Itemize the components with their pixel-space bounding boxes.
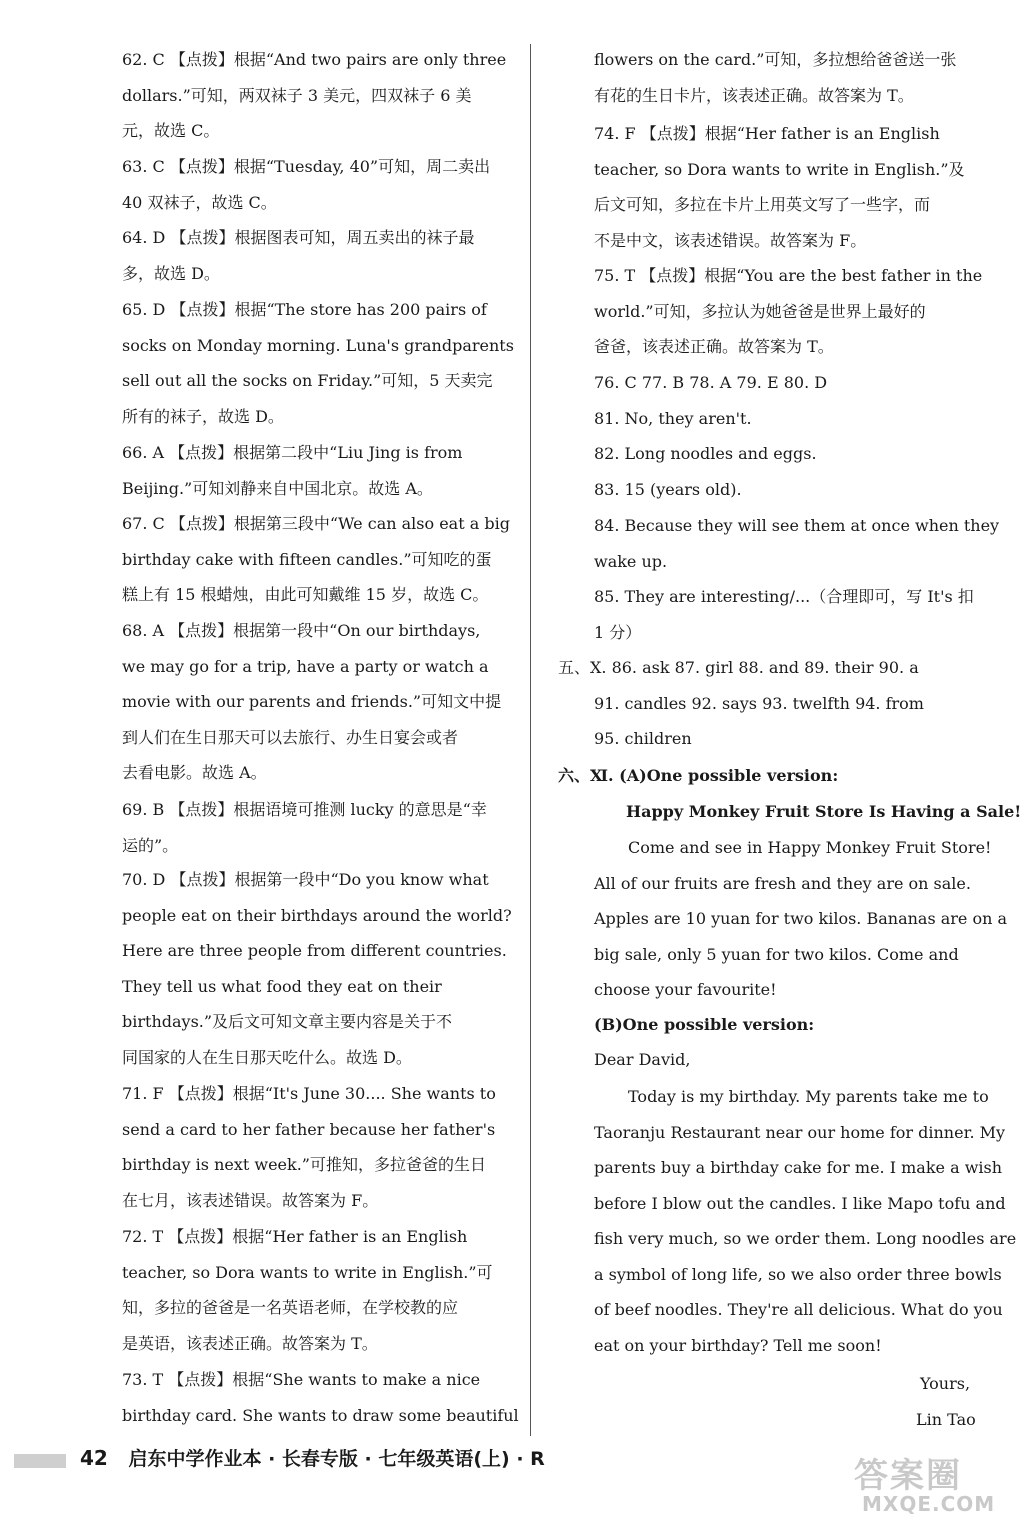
answer-line: 63. C 【点拨】根据“Tuesday, 40”可知，周二卖出	[122, 157, 491, 176]
answer-line: 65. D 【点拨】根据“The store has 200 pairs of	[122, 300, 487, 319]
answer-line: 是英语，该表述正确。故答案为 T。	[122, 1333, 378, 1353]
watermark-url: MXQE.COM	[862, 1492, 996, 1516]
answer-line: fish very much, so we order them. Long noodles are	[594, 1229, 1017, 1248]
answer-line: 68. A 【点拨】根据第一段中“On our birthdays,	[122, 621, 481, 640]
answer-line: big sale, only 5 yuan for two kilos. Come and	[594, 944, 959, 964]
page-number: 42	[80, 1446, 108, 1470]
answer-line: Beijing.”可知刘静来自中国北京。故选 A。	[122, 478, 433, 498]
answer-line: 有花的生日卡片，该表述正确。故答案为 T。	[594, 85, 914, 105]
answer-line: 40 双袜子，故选 C。	[122, 192, 277, 212]
answer-line: before I blow out the candles. I like Mapo tofu and	[594, 1193, 1006, 1213]
answer-line: 1 分）	[594, 622, 642, 642]
answer-line: eat on your birthday? Tell me soon!	[594, 1335, 882, 1355]
watermark-logo	[848, 1448, 998, 1520]
answer-line: 67. C 【点拨】根据第三段中“We can also eat a big	[122, 514, 510, 533]
answer-line: 到人们在生日那天可以去旅行、办生日宴会或者	[122, 727, 459, 747]
answer-line: choose your favourite!	[594, 980, 777, 999]
answer-line: people eat on their birthdays around the world?	[122, 905, 512, 925]
answer-line: 多，故选 D。	[122, 263, 220, 283]
answer-line: send a card to her father because her father's	[122, 1119, 496, 1139]
answer-line: 85. They are interesting/...（合理即可，写 It's 扣	[594, 587, 974, 606]
answer-line: 66. A 【点拨】根据第二段中“Liu Jing is from	[122, 443, 463, 462]
answer-line: Taoranju Restaurant near our home for dinner. My	[594, 1122, 1006, 1142]
answer-line: parents buy a birthday cake for me. I make a wish	[594, 1158, 1003, 1177]
answer-line: birthday is next week.”可推知，多拉爸爸的生日	[122, 1155, 486, 1174]
answer-line: 62. C 【点拨】根据“And two pairs are only three	[122, 50, 507, 69]
answer-line: Dear David,	[594, 1050, 691, 1069]
column-divider	[530, 44, 531, 1436]
answer-line: sell out all the socks on Friday.”可知，5 天卖完	[122, 371, 493, 390]
answer-line: world.”可知，多拉认为她爸爸是世界上最好的	[594, 301, 926, 321]
answer-line: Come and see in Happy Monkey Fruit Store!	[628, 838, 992, 857]
answer-line: 73. T 【点拨】根据“She wants to make a nice	[122, 1370, 481, 1389]
answer-line: 72. T 【点拨】根据“Her father is an English	[122, 1227, 468, 1246]
watermark-text: 答案圈	[854, 1456, 962, 1496]
answer-line: wake up.	[594, 551, 668, 571]
answer-line: flowers on the card.”可知，多拉想给爸爸送一张	[594, 50, 957, 69]
footer-gray-bar	[14, 1454, 66, 1468]
answer-line: 后文可知，多拉在卡片上用英文写了一些字，而	[594, 195, 931, 214]
answer-line: birthday cake with fifteen candles.”可知吃的蛋	[122, 549, 492, 569]
answer-line: we may go for a trip, have a party or watch a	[122, 656, 489, 676]
answer-line: 64. D 【点拨】根据图表可知，周五卖出的袜子最	[122, 228, 475, 247]
answer-line: teacher, so Dora wants to write in English.”可	[122, 1262, 493, 1282]
book-title: 启东中学作业本 · 长春专版 · 七年级英语(上) · R	[128, 1448, 545, 1470]
answer-line: 82. Long noodles and eggs.	[594, 444, 817, 463]
answer-line: birthday card. She wants to draw some beautiful	[122, 1405, 519, 1425]
answer-line: 同国家的人在生日那天吃什么。故选 D。	[122, 1047, 412, 1067]
answer-line: 95. children	[594, 729, 692, 748]
answer-line: Today is my birthday. My parents take me to	[628, 1087, 989, 1106]
answer-line: Yours,	[920, 1374, 971, 1393]
answer-line: 71. F 【点拨】根据“It's June 30.... She wants to	[122, 1084, 496, 1103]
answer-line: 六、Ⅺ. (A)One possible version:	[558, 766, 839, 785]
answer-line: 84. Because they will see them at once when they	[594, 516, 1000, 535]
answer-line: socks on Monday morning. Luna's grandparents	[122, 335, 514, 355]
answer-line: 运的”。	[122, 835, 179, 855]
answer-line: 81. No, they aren't.	[594, 409, 752, 428]
answer-line: birthdays.”及后文可知文章主要内容是关于不	[122, 1012, 453, 1031]
answer-line: of beef noodles. They're all delicious. What do you	[594, 1300, 1003, 1319]
answer-line: 76. C 77. B 78. A 79. E 80. D	[594, 373, 828, 392]
answer-line: movie with our parents and friends.”可知文中提	[122, 692, 502, 711]
answer-line: (B)One possible version:	[594, 1015, 815, 1034]
answer-line: They tell us what food they eat on their	[122, 976, 442, 996]
answer-line: 75. T 【点拨】根据“You are the best father in the	[594, 266, 983, 285]
answer-line: teacher, so Dora wants to write in English.”及	[594, 159, 965, 179]
answer-line: 元，故选 C。	[122, 121, 220, 140]
answer-line: 所有的袜子，故选 D。	[122, 406, 284, 426]
answer-line: 五、Ⅹ. 86. ask 87. girl 88. and 89. their 90. a	[558, 658, 919, 677]
answer-line: 在七月，该表述错误。故答案为 F。	[122, 1190, 379, 1210]
answer-line: Happy Monkey Fruit Store Is Having a Sale!	[626, 802, 1022, 821]
answer-line: Here are three people from different countries.	[122, 941, 507, 960]
answer-line: dollars.”可知，两双袜子 3 美元，四双袜子 6 美	[122, 85, 472, 105]
answer-line: 69. B 【点拨】根据语境可推测 lucky 的意思是“幸	[122, 800, 487, 819]
answer-line: 知，多拉的爸爸是一名英语老师，在学校教的应	[122, 1298, 459, 1317]
answer-line: 糕上有 15 根蜡烛，由此可知戴维 15 岁，故选 C。	[122, 585, 489, 604]
answer-line: 爸爸，该表述正确。故答案为 T。	[594, 337, 834, 356]
answer-line: 74. F 【点拨】根据“Her father is an English	[594, 124, 940, 143]
answer-line: 70. D 【点拨】根据第一段中“Do you know what	[122, 870, 489, 889]
answer-line: 91. candles 92. says 93. twelfth 94. from	[594, 693, 924, 713]
answer-line: a symbol of long life, so we also order three bowls	[594, 1264, 1002, 1284]
page-footer	[80, 1444, 545, 1471]
answer-line: 83. 15 (years old).	[594, 480, 742, 499]
answer-line: 不是中文，该表述错误。故答案为 F。	[594, 230, 867, 250]
answer-line: 去看电影。故选 A。	[122, 763, 267, 782]
answer-line: All of our fruits are fresh and they are on sale.	[594, 873, 971, 893]
answer-line: Apples are 10 yuan for two kilos. Bananas are on a	[594, 909, 1008, 928]
answer-line: Lin Tao	[916, 1410, 976, 1429]
